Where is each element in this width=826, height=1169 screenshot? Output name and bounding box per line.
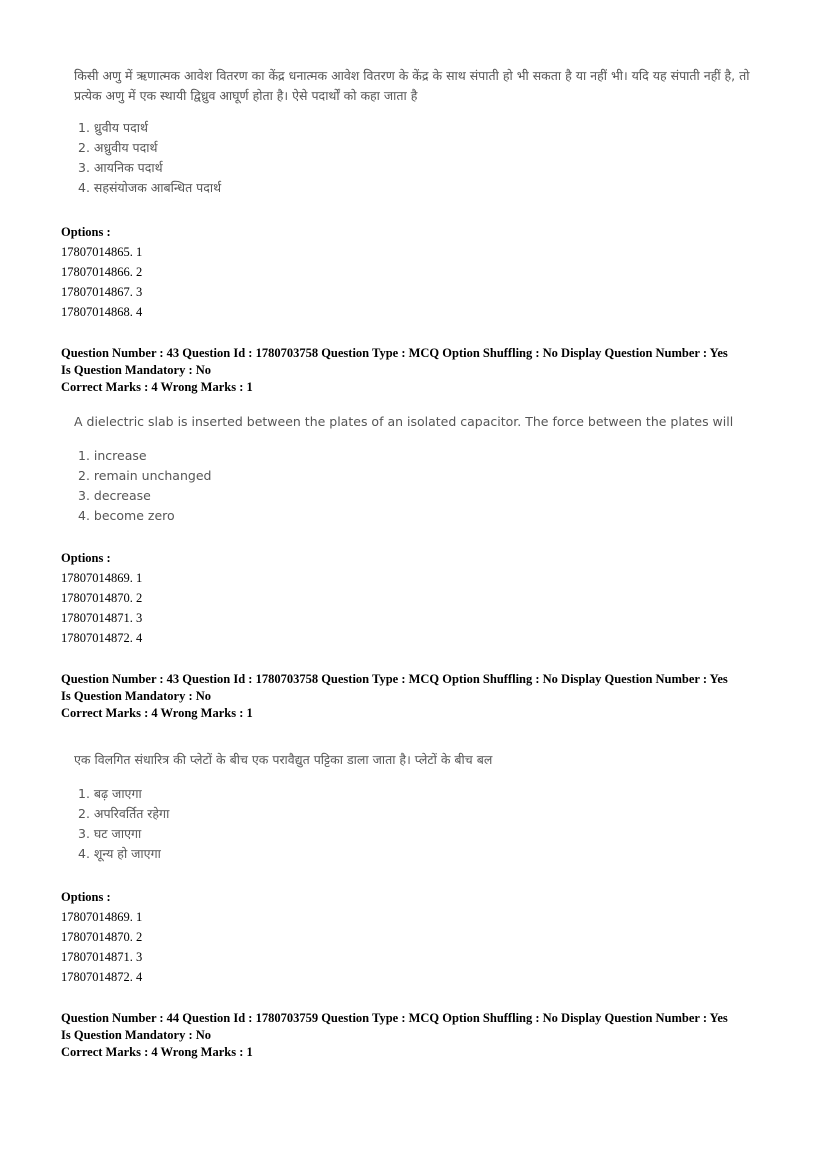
- question-meta: [61, 1010, 781, 1061]
- question-meta-line: Question Number : 43 Question Id : 1780703758 Question Type : MCQ Option Shuffling : No Display Question Number : Yes: [61, 346, 728, 360]
- option-row: 17807014869. 1: [61, 910, 143, 924]
- option-row: 17807014867. 3: [61, 285, 143, 299]
- options-label: Options :: [61, 890, 111, 904]
- question-marks: Correct Marks : 4 Wrong Marks : 1: [61, 380, 253, 394]
- question-image-hindi-polar: [74, 66, 774, 198]
- choice-item: 2. अपरिवर्तित रहेगा: [78, 806, 170, 821]
- choice-item: 3. घट जाएगा: [78, 826, 142, 841]
- question-image-english: [74, 412, 774, 526]
- question-meta-line: Question Number : 43 Question Id : 1780703758 Question Type : MCQ Option Shuffling : No Display Question Number : Yes: [61, 672, 728, 686]
- choice-list: [74, 784, 774, 864]
- options-block: [61, 548, 142, 648]
- option-row: 17807014871. 3: [61, 611, 143, 625]
- choice-item: 4. शून्य हो जाएगा: [78, 846, 161, 861]
- option-row: 17807014865. 1: [61, 245, 143, 259]
- question-mandatory: Is Question Mandatory : No: [61, 1028, 212, 1042]
- question-text: A dielectric slab is inserted between the plates of an isolated capacitor. The force between the plates will: [74, 414, 734, 429]
- options-label: Options :: [61, 225, 111, 239]
- options-block: [61, 222, 142, 322]
- question-text: किसी अणु में ऋणात्मक आवेश वितरण का केंद्र धनात्मक आवेश वितरण के केंद्र के साथ संपाती हो भी सकता है या नहीं भी। यदि यह संपाती नहीं है, तो प्रत्येक अणु में एक स्थायी द्विध्रुव आघूर्ण होता है। ऐसे पदार्थों को कहा जाता है: [74, 68, 750, 103]
- question-meta-line: Question Number : 44 Question Id : 1780703759 Question Type : MCQ Option Shuffling : No Display Question Number : Yes: [61, 1011, 728, 1025]
- option-row: 17807014866. 2: [61, 265, 143, 279]
- question-mandatory: Is Question Mandatory : No: [61, 689, 212, 703]
- question-marks: Correct Marks : 4 Wrong Marks : 1: [61, 1045, 253, 1059]
- option-row: 17807014870. 2: [61, 930, 143, 944]
- options-block: [61, 887, 142, 987]
- option-row: 17807014872. 4: [61, 970, 143, 984]
- choice-item: 3. decrease: [78, 488, 151, 503]
- question-meta: [61, 671, 781, 722]
- question-meta: [61, 345, 781, 396]
- question-image-hindi: [74, 750, 774, 864]
- choice-list: [74, 118, 774, 198]
- question-marks: Correct Marks : 4 Wrong Marks : 1: [61, 706, 253, 720]
- choice-item: 1. ध्रुवीय पदार्थ: [78, 120, 148, 135]
- option-row: 17807014868. 4: [61, 305, 143, 319]
- choice-item: 2. अध्रुवीय पदार्थ: [78, 140, 158, 155]
- option-row: 17807014872. 4: [61, 631, 143, 645]
- choice-item: 1. बढ़ जाएगा: [78, 786, 142, 801]
- question-mandatory: Is Question Mandatory : No: [61, 363, 212, 377]
- choice-list: [74, 446, 774, 526]
- option-row: 17807014871. 3: [61, 950, 143, 964]
- option-row: 17807014869. 1: [61, 571, 143, 585]
- choice-item: 2. remain unchanged: [78, 468, 212, 483]
- choice-item: 3. आयनिक पदार्थ: [78, 160, 163, 175]
- choice-item: 4. become zero: [78, 508, 175, 523]
- option-row: 17807014870. 2: [61, 591, 143, 605]
- question-text: एक विलगित संधारित्र की प्लेटों के बीच एक परावैद्युत पट्टिका डाला जाता है। प्लेटों के बीच बल: [74, 752, 493, 767]
- choice-item: 1. increase: [78, 448, 147, 463]
- choice-item: 4. सहसंयोजक आबन्धित पदार्थ: [78, 180, 222, 195]
- options-label: Options :: [61, 551, 111, 565]
